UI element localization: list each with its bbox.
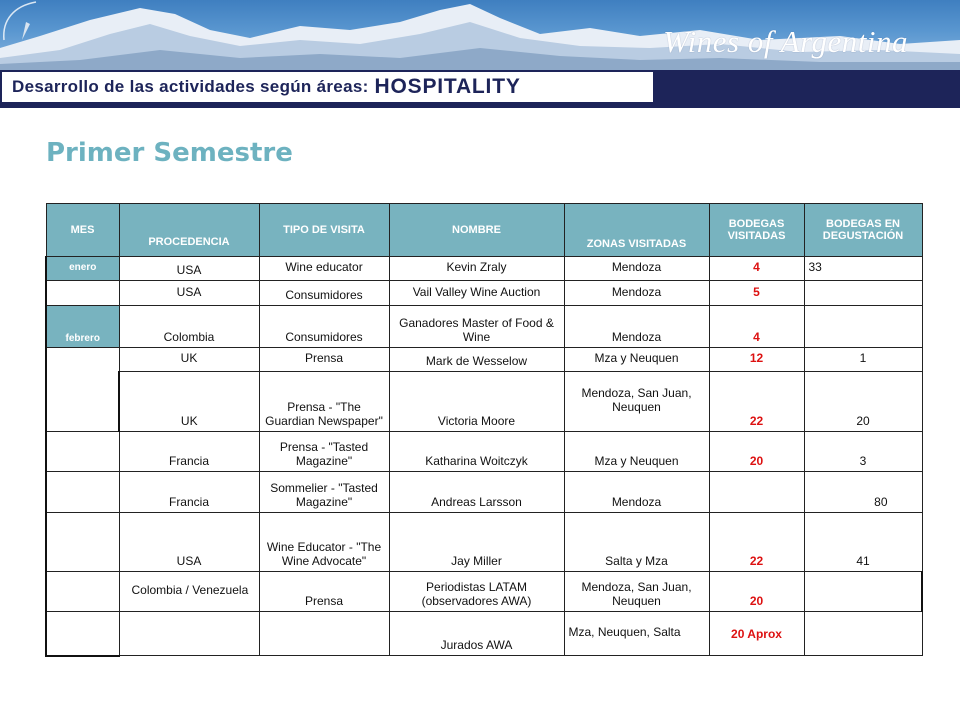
col-header-bodegas-degustacion: BODEGAS EN DEGUSTACIÓN (804, 204, 922, 257)
section-title (0, 70, 655, 104)
cell-nombre: Jurados AWA (389, 612, 564, 656)
cell-nombre: Periodistas LATAM (observadores AWA) (389, 572, 564, 612)
cell-tipo: Prensa (259, 348, 389, 372)
cell-bodegas-visitadas: 5 (709, 281, 804, 306)
cell-procedencia: USA (119, 513, 259, 572)
cell-tipo: Sommelier - "Tasted Magazine" (259, 472, 389, 513)
cell-bodegas-degustacion: 33 (804, 257, 922, 281)
page-subtitle: Primer Semestre (46, 138, 293, 168)
cell-nombre: Vail Valley Wine Auction (389, 281, 564, 306)
cell-procedencia: Colombia (119, 306, 259, 348)
cell-nombre: Kevin Zraly (389, 257, 564, 281)
cell-procedencia: UK (119, 372, 259, 432)
col-header-tipo: TIPO DE VISITA (259, 204, 389, 257)
section-title-bar (0, 70, 960, 108)
cell-mes: febrero (46, 306, 119, 348)
brand-logo: Wines of Argentina (663, 24, 908, 59)
cell-bodegas-visitadas: 20 Aprox (709, 612, 804, 656)
cell-procedencia: Francia (119, 432, 259, 472)
cell-mes (46, 432, 119, 472)
cell-procedencia: USA (119, 257, 259, 281)
cell-bodegas-degustacion (804, 281, 922, 306)
cell-procedencia: USA (119, 281, 259, 306)
cell-procedencia: Colombia / Venezuela (119, 572, 259, 612)
cell-mes (46, 572, 119, 612)
table-row (46, 612, 922, 656)
cell-tipo: Wine Educator - "The Wine Advocate" (259, 513, 389, 572)
cell-zonas: Mza, Neuquen, Salta (564, 612, 709, 656)
cell-zonas: Mendoza (564, 306, 709, 348)
table-row (46, 513, 922, 572)
cell-mes: enero (46, 257, 119, 281)
cell-tipo (259, 612, 389, 656)
cell-bodegas-visitadas: 12 (709, 348, 804, 372)
cell-bodegas-visitadas: 20 (709, 432, 804, 472)
cell-bodegas-visitadas: 22 (709, 372, 804, 432)
cell-zonas: Mendoza, San Juan, Neuquen (564, 572, 709, 612)
table-row (46, 306, 922, 348)
cell-bodegas-degustacion: 1 (804, 348, 922, 372)
cell-tipo: Prensa - "Tasted Magazine" (259, 432, 389, 472)
cell-bodegas-visitadas (709, 472, 804, 513)
cell-tipo: Prensa - "The Guardian Newspaper" (259, 372, 389, 432)
cell-bodegas-visitadas: 20 (709, 572, 804, 612)
col-header-nombre: NOMBRE (389, 204, 564, 257)
table-row (46, 348, 922, 372)
cell-tipo: Prensa (259, 572, 389, 612)
cell-bodegas-degustacion (804, 572, 922, 612)
cell-procedencia (119, 612, 259, 656)
table-row (46, 372, 922, 432)
cell-zonas: Salta y Mza (564, 513, 709, 572)
col-header-mes: MES (46, 204, 119, 257)
col-header-bodegas-visitadas: BODEGAS VISITADAS (709, 204, 804, 257)
cell-bodegas-degustacion: 20 (804, 372, 922, 432)
cell-tipo: Consumidores (259, 306, 389, 348)
cell-zonas: Mza y Neuquen (564, 432, 709, 472)
cell-tipo: Consumidores (259, 281, 389, 306)
cell-tipo: Wine educator (259, 257, 389, 281)
section-title-prefix: Desarrollo de las actividades según áreas: (12, 77, 369, 96)
cell-nombre: Jay Miller (389, 513, 564, 572)
cell-nombre: Andreas Larsson (389, 472, 564, 513)
cell-mes (46, 513, 119, 572)
cell-mes (46, 281, 119, 306)
table-header-row (46, 204, 922, 257)
cell-nombre: Victoria Moore (389, 372, 564, 432)
cell-bodegas-degustacion (804, 612, 922, 656)
cell-mes (46, 348, 119, 372)
col-header-procedencia: PROCEDENCIA (119, 204, 259, 257)
cell-bodegas-degustacion (804, 306, 922, 348)
col-header-zonas: ZONAS VISITADAS (564, 204, 709, 257)
cell-bodegas-degustacion: 3 (804, 432, 922, 472)
cell-nombre: Ganadores Master of Food & Wine (389, 306, 564, 348)
cell-nombre: Katharina Woitczyk (389, 432, 564, 472)
cell-zonas: Mza y Neuquen (564, 348, 709, 372)
hospitality-table (45, 203, 923, 657)
cell-zonas: Mendoza, San Juan, Neuquen (564, 372, 709, 432)
cell-zonas: Mendoza (564, 257, 709, 281)
cell-mes (46, 612, 119, 656)
brand-swoosh-icon (0, 0, 40, 42)
cell-zonas: Mendoza (564, 472, 709, 513)
cell-procedencia: UK (119, 348, 259, 372)
cell-bodegas-visitadas: 4 (709, 306, 804, 348)
cell-mes (46, 372, 119, 432)
header-banner (0, 0, 960, 70)
cell-bodegas-visitadas: 4 (709, 257, 804, 281)
cell-mes (46, 472, 119, 513)
table-row (46, 432, 922, 472)
section-title-main: HOSPITALITY (374, 75, 521, 98)
table-row (46, 281, 922, 306)
cell-zonas: Mendoza (564, 281, 709, 306)
table-row (46, 257, 922, 281)
table-row (46, 572, 922, 612)
table-row (46, 472, 922, 513)
cell-bodegas-degustacion: 80 (804, 472, 922, 513)
cell-bodegas-degustacion: 41 (804, 513, 922, 572)
cell-nombre: Mark de Wesselow (389, 348, 564, 372)
cell-procedencia: Francia (119, 472, 259, 513)
cell-bodegas-visitadas: 22 (709, 513, 804, 572)
